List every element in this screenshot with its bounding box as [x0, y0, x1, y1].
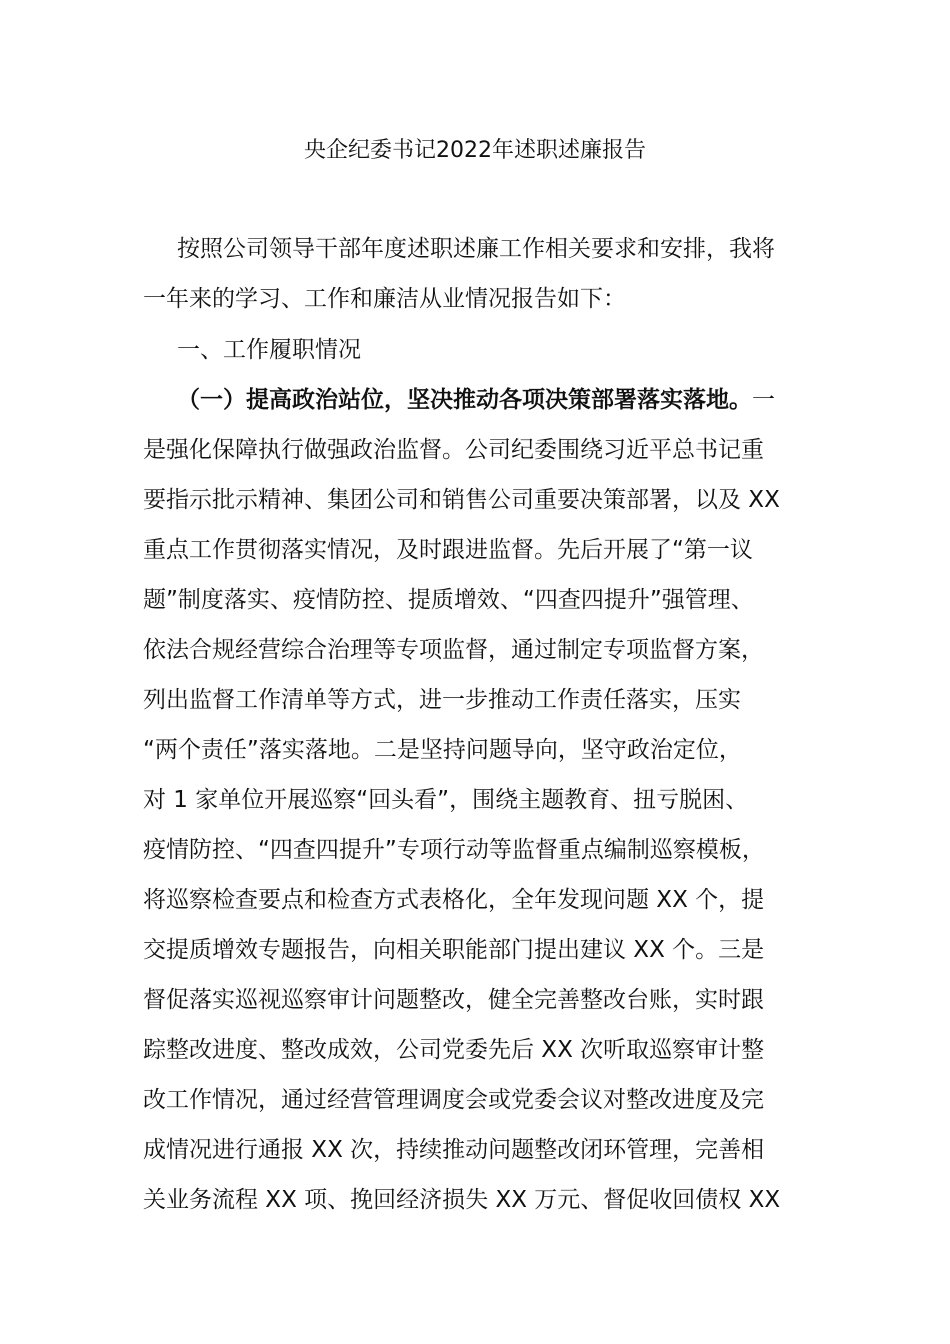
body-line: 列出监督工作清单等方式，进一步推动工作责任落实，压实 [143, 687, 741, 713]
intro-line-2: 一年来的学习、工作和廉洁从业情况报告如下： [143, 286, 626, 312]
body-line: 踪整改进度、整改成效，公司党委先后 XX 次听取巡察审计整 [143, 1037, 765, 1063]
body-line: 交提质增效专题报告，向相关职能部门提出建议 XX 个。三是 [143, 937, 765, 963]
body-line: 督促落实巡视巡察审计问题整改，健全完善整改台账，实时跟 [143, 987, 764, 1013]
subsection-heading: （一）提高政治站位，坚决推动各项决策部署落实落地。 [177, 387, 752, 413]
body-line: 对 1 家单位开展巡察“回头看”，围绕主题教育、扭亏脱困、 [143, 787, 749, 813]
body-line: 重点工作贯彻落实情况，及时跟进监督。先后开展了“第一议 [143, 537, 753, 563]
body-line: 成情况进行通报 XX 次，持续推动问题整改闭环管理，完善相 [143, 1137, 765, 1163]
body-line: 依法合规经营综合治理等专项监督，通过制定专项监督方案， [143, 637, 764, 663]
document-title: 央企纪委书记2022年述职述廉报告 [304, 138, 646, 163]
subsection-line [177, 383, 857, 417]
intro-line-1: 按照公司领导干部年度述职述廉工作相关要求和安排，我将 [177, 236, 775, 262]
body-line: 将巡察检查要点和检查方式表格化，全年发现问题 XX 个，提 [143, 887, 765, 913]
subsection-line-rest: 一 [752, 387, 775, 413]
body-line: 疫情防控、“四查四提升”专项行动等监督重点编制巡察模板， [143, 837, 765, 863]
section-heading: 一、工作履职情况 [177, 337, 361, 363]
body-line: “两个责任”落实落地。二是坚持问题导向，坚守政治定位， [143, 737, 742, 763]
body-line: 题”制度落实、疫情防控、提质增效、“四查四提升”强管理、 [143, 587, 754, 613]
body-line: 是强化保障执行做强政治监督。公司纪委围绕习近平总书记重 [143, 437, 764, 463]
body-line: 改工作情况，通过经营管理调度会或党委会议对整改进度及完 [143, 1087, 764, 1113]
body-line: 要指示批示精神、集团公司和销售公司重要决策部署，以及 XX [143, 487, 780, 513]
body-line: 关业务流程 XX 项、挽回经济损失 XX 万元、督促收回债权 XX [143, 1187, 781, 1213]
